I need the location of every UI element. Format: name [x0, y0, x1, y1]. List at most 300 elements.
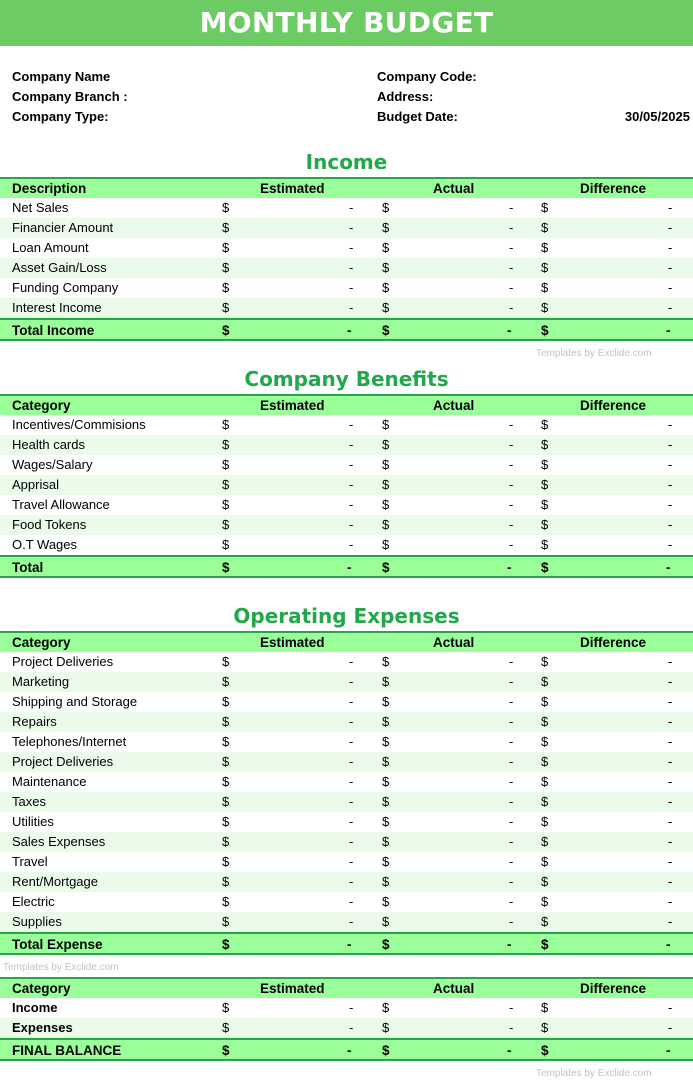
amount-value: - — [349, 517, 354, 532]
amount-value: - — [509, 220, 514, 235]
currency-symbol: $ — [541, 537, 549, 552]
amount-value: - — [509, 874, 514, 889]
amount-value: - — [509, 794, 514, 809]
currency-symbol: $ — [541, 714, 549, 729]
row-label: Apprisal — [12, 477, 59, 492]
column-header: Actual — [433, 181, 475, 196]
amount-value: - — [668, 654, 673, 669]
currency-symbol: $ — [541, 814, 549, 829]
amount-value: - — [668, 734, 673, 749]
column-header: Category — [12, 398, 71, 413]
amount-value: - — [509, 200, 514, 215]
table-row — [0, 832, 693, 852]
amount-value: - — [509, 714, 514, 729]
amount-value: - — [668, 417, 673, 432]
amount-value: - — [349, 477, 354, 492]
summary-table — [0, 977, 693, 1061]
table-row — [0, 912, 693, 932]
row-label: Travel Allowance — [12, 497, 110, 512]
currency-symbol: $ — [222, 674, 230, 689]
row-label: Utilities — [12, 814, 54, 829]
table-row — [0, 772, 693, 792]
amount-value: - — [349, 497, 354, 512]
table-row — [0, 692, 693, 712]
currency-symbol: $ — [541, 437, 549, 452]
currency-symbol: $ — [541, 560, 549, 575]
total-value: - — [507, 560, 512, 575]
currency-symbol: $ — [222, 694, 230, 709]
amount-value: - — [668, 200, 673, 215]
amount-value: - — [349, 300, 354, 315]
currency-symbol: $ — [541, 654, 549, 669]
table-row — [0, 198, 693, 218]
currency-symbol: $ — [541, 1043, 549, 1058]
amount-value: - — [668, 694, 673, 709]
currency-symbol: $ — [541, 517, 549, 532]
currency-symbol: $ — [382, 894, 390, 909]
amount-value: - — [349, 694, 354, 709]
amount-value: - — [349, 714, 354, 729]
table-row — [0, 652, 693, 672]
currency-symbol: $ — [541, 417, 549, 432]
amount-value: - — [349, 260, 354, 275]
row-label: Shipping and Storage — [12, 694, 138, 709]
total-value: - — [507, 937, 512, 952]
row-label: Net Sales — [12, 200, 69, 215]
currency-symbol: $ — [382, 280, 390, 295]
row-label: Project Deliveries — [12, 754, 114, 769]
amount-value: - — [509, 694, 514, 709]
currency-symbol: $ — [222, 323, 230, 338]
total-value: - — [347, 937, 352, 952]
table-row — [0, 495, 693, 515]
currency-symbol: $ — [541, 734, 549, 749]
currency-symbol: $ — [541, 477, 549, 492]
currency-symbol: $ — [222, 517, 230, 532]
currency-symbol: $ — [541, 260, 549, 275]
currency-symbol: $ — [222, 457, 230, 472]
amount-value: - — [349, 457, 354, 472]
currency-symbol: $ — [222, 894, 230, 909]
amount-value: - — [349, 774, 354, 789]
currency-symbol: $ — [382, 323, 390, 338]
table-body — [0, 415, 693, 555]
amount-value: - — [668, 537, 673, 552]
amount-value: - — [349, 814, 354, 829]
column-header: Category — [12, 981, 71, 996]
table-row — [0, 712, 693, 732]
currency-symbol: $ — [222, 537, 230, 552]
currency-symbol: $ — [541, 937, 549, 952]
table-row — [0, 238, 693, 258]
watermark: Templates by Exclide.com — [536, 1068, 652, 1079]
amount-value: - — [509, 1000, 514, 1015]
currency-symbol: $ — [382, 774, 390, 789]
currency-symbol: $ — [222, 714, 230, 729]
row-label: Travel — [12, 854, 48, 869]
table-row — [0, 415, 693, 435]
watermark: Templates by Exclide.com — [536, 348, 652, 359]
table-row — [0, 435, 693, 455]
amount-value: - — [509, 654, 514, 669]
currency-symbol: $ — [382, 874, 390, 889]
currency-symbol: $ — [541, 300, 549, 315]
table-body — [0, 198, 693, 318]
watermark: Templates by Exclide.com — [3, 962, 119, 973]
total-value: - — [666, 560, 671, 575]
row-label: O.T Wages — [12, 537, 78, 552]
table-row — [0, 872, 693, 892]
row-label: Sales Expenses — [12, 834, 106, 849]
row-label: Asset Gain/Loss — [12, 260, 107, 275]
amount-value: - — [668, 477, 673, 492]
currency-symbol: $ — [382, 914, 390, 929]
currency-symbol: $ — [541, 794, 549, 809]
row-label: Loan Amount — [12, 240, 89, 255]
currency-symbol: $ — [382, 654, 390, 669]
amount-value: - — [509, 417, 514, 432]
column-header: Actual — [433, 635, 475, 650]
amount-value: - — [509, 477, 514, 492]
row-label: Taxes — [12, 794, 46, 809]
amount-value: - — [668, 854, 673, 869]
amount-value: - — [349, 794, 354, 809]
currency-symbol: $ — [222, 834, 230, 849]
company-type-label: Company Type: — [12, 109, 109, 124]
budget-date-value: 30/05/2025 — [624, 109, 690, 124]
table-row — [0, 732, 693, 752]
currency-symbol: $ — [541, 674, 549, 689]
currency-symbol: $ — [382, 674, 390, 689]
amount-value: - — [668, 714, 673, 729]
currency-symbol: $ — [222, 477, 230, 492]
amount-value: - — [349, 874, 354, 889]
total-value: - — [347, 1043, 352, 1058]
currency-symbol: $ — [222, 260, 230, 275]
currency-symbol: $ — [222, 1000, 230, 1015]
row-label: Interest Income — [12, 300, 102, 315]
row-label: Marketing — [12, 674, 70, 689]
total-row — [0, 932, 693, 955]
table-header — [0, 177, 693, 198]
amount-value: - — [668, 1020, 673, 1035]
table-row — [0, 455, 693, 475]
column-header: Difference — [580, 981, 647, 996]
currency-symbol: $ — [382, 220, 390, 235]
currency-symbol: $ — [382, 1000, 390, 1015]
amount-value: - — [349, 734, 354, 749]
currency-symbol: $ — [382, 834, 390, 849]
table-header — [0, 977, 693, 998]
row-label: Food Tokens — [12, 517, 87, 532]
amount-value: - — [349, 834, 354, 849]
currency-symbol: $ — [382, 854, 390, 869]
total-row — [0, 1038, 693, 1061]
currency-symbol: $ — [382, 517, 390, 532]
amount-value: - — [509, 774, 514, 789]
amount-value: - — [668, 754, 673, 769]
currency-symbol: $ — [222, 774, 230, 789]
amount-value: - — [349, 674, 354, 689]
currency-symbol: $ — [382, 754, 390, 769]
amount-value: - — [509, 240, 514, 255]
total-value: - — [666, 937, 671, 952]
row-label: Telephones/Internet — [12, 734, 127, 749]
total-row — [0, 318, 693, 341]
amount-value: - — [668, 220, 673, 235]
total-label: Total — [12, 560, 44, 575]
currency-symbol: $ — [222, 200, 230, 215]
amount-value: - — [509, 814, 514, 829]
currency-symbol: $ — [222, 914, 230, 929]
currency-symbol: $ — [541, 1020, 549, 1035]
row-label: Rent/Mortgage — [12, 874, 98, 889]
row-label: Repairs — [12, 714, 57, 729]
currency-symbol: $ — [222, 417, 230, 432]
page-title: MONTHLY BUDGET — [0, 0, 693, 46]
currency-symbol: $ — [382, 1043, 390, 1058]
currency-symbol: $ — [222, 1020, 230, 1035]
company-code-label: Company Code: — [377, 69, 477, 84]
table-row — [0, 852, 693, 872]
total-label: FINAL BALANCE — [12, 1043, 122, 1058]
currency-symbol: $ — [222, 937, 230, 952]
amount-value: - — [668, 814, 673, 829]
currency-symbol: $ — [382, 560, 390, 575]
table-row — [0, 752, 693, 772]
amount-value: - — [349, 200, 354, 215]
amount-value: - — [349, 854, 354, 869]
column-header: Estimated — [260, 635, 325, 650]
amount-value: - — [668, 300, 673, 315]
currency-symbol: $ — [541, 774, 549, 789]
row-label: Financier Amount — [12, 220, 114, 235]
amount-value: - — [349, 1020, 354, 1035]
amount-value: - — [349, 220, 354, 235]
benefits-title: Company Benefits — [244, 367, 449, 391]
currency-symbol: $ — [541, 200, 549, 215]
row-label: Wages/Salary — [12, 457, 93, 472]
amount-value: - — [668, 674, 673, 689]
column-header: Estimated — [260, 181, 325, 196]
currency-symbol: $ — [222, 220, 230, 235]
currency-symbol: $ — [222, 754, 230, 769]
table-row — [0, 258, 693, 278]
amount-value: - — [509, 537, 514, 552]
currency-symbol: $ — [222, 734, 230, 749]
amount-value: - — [668, 874, 673, 889]
amount-value: - — [668, 914, 673, 929]
amount-value: - — [509, 437, 514, 452]
amount-value: - — [668, 240, 673, 255]
currency-symbol: $ — [382, 497, 390, 512]
expenses-table — [0, 631, 693, 955]
total-row — [0, 555, 693, 578]
column-header: Actual — [433, 398, 475, 413]
row-label: Incentives/Commisions — [12, 417, 146, 432]
amount-value: - — [668, 517, 673, 532]
amount-value: - — [509, 674, 514, 689]
row-label: Income — [12, 1000, 58, 1015]
currency-symbol: $ — [222, 814, 230, 829]
amount-value: - — [509, 854, 514, 869]
amount-value: - — [349, 654, 354, 669]
currency-symbol: $ — [382, 417, 390, 432]
currency-symbol: $ — [222, 280, 230, 295]
total-label: Total Income — [12, 323, 95, 338]
table-row — [0, 475, 693, 495]
expenses-title: Operating Expenses — [233, 604, 460, 628]
currency-symbol: $ — [541, 694, 549, 709]
table-row — [0, 278, 693, 298]
row-label: Electric — [12, 894, 55, 909]
amount-value: - — [509, 280, 514, 295]
row-label: Maintenance — [12, 774, 87, 789]
currency-symbol: $ — [222, 497, 230, 512]
company-info — [0, 67, 693, 127]
total-value: - — [507, 323, 512, 338]
currency-symbol: $ — [382, 477, 390, 492]
amount-value: - — [349, 417, 354, 432]
currency-symbol: $ — [222, 240, 230, 255]
amount-value: - — [668, 260, 673, 275]
currency-symbol: $ — [382, 814, 390, 829]
company-name-label: Company Name — [12, 69, 111, 84]
amount-value: - — [349, 280, 354, 295]
amount-value: - — [349, 914, 354, 929]
table-header — [0, 631, 693, 652]
currency-symbol: $ — [541, 240, 549, 255]
amount-value: - — [509, 834, 514, 849]
column-header: Actual — [433, 981, 475, 996]
total-value: - — [507, 1043, 512, 1058]
currency-symbol: $ — [222, 437, 230, 452]
amount-value: - — [668, 834, 673, 849]
address-label: Address: — [377, 89, 434, 104]
column-header: Difference — [580, 181, 647, 196]
currency-symbol: $ — [541, 323, 549, 338]
row-label: Expenses — [12, 1020, 73, 1035]
amount-value: - — [349, 1000, 354, 1015]
total-value: - — [347, 560, 352, 575]
amount-value: - — [509, 914, 514, 929]
currency-symbol: $ — [382, 240, 390, 255]
total-value: - — [666, 1043, 671, 1058]
currency-symbol: $ — [222, 560, 230, 575]
amount-value: - — [349, 240, 354, 255]
currency-symbol: $ — [222, 654, 230, 669]
currency-symbol: $ — [222, 854, 230, 869]
total-label: Total Expense — [12, 937, 103, 952]
total-value: - — [347, 323, 352, 338]
amount-value: - — [668, 280, 673, 295]
currency-symbol: $ — [382, 457, 390, 472]
currency-symbol: $ — [541, 854, 549, 869]
currency-symbol: $ — [541, 754, 549, 769]
table-row — [0, 218, 693, 238]
table-row — [0, 792, 693, 812]
currency-symbol: $ — [541, 280, 549, 295]
currency-symbol: $ — [222, 300, 230, 315]
currency-symbol: $ — [382, 734, 390, 749]
amount-value: - — [509, 497, 514, 512]
currency-symbol: $ — [541, 874, 549, 889]
column-header: Category — [12, 635, 71, 650]
amount-value: - — [349, 437, 354, 452]
amount-value: - — [349, 537, 354, 552]
total-value: - — [666, 323, 671, 338]
table-row — [0, 535, 693, 555]
table-row — [0, 998, 693, 1018]
currency-symbol: $ — [541, 914, 549, 929]
currency-symbol: $ — [382, 437, 390, 452]
row-label: Health cards — [12, 437, 85, 452]
table-row — [0, 1018, 693, 1038]
currency-symbol: $ — [382, 794, 390, 809]
amount-value: - — [509, 260, 514, 275]
benefits-table — [0, 394, 693, 578]
amount-value: - — [349, 894, 354, 909]
currency-symbol: $ — [382, 300, 390, 315]
currency-symbol: $ — [382, 694, 390, 709]
amount-value: - — [509, 894, 514, 909]
row-label: Funding Company — [12, 280, 119, 295]
amount-value: - — [509, 734, 514, 749]
table-body — [0, 652, 693, 932]
amount-value: - — [668, 437, 673, 452]
currency-symbol: $ — [382, 537, 390, 552]
amount-value: - — [509, 300, 514, 315]
amount-value: - — [509, 754, 514, 769]
currency-symbol: $ — [222, 1043, 230, 1058]
table-row — [0, 515, 693, 535]
currency-symbol: $ — [541, 834, 549, 849]
amount-value: - — [349, 754, 354, 769]
column-header: Estimated — [260, 398, 325, 413]
table-row — [0, 298, 693, 318]
currency-symbol: $ — [541, 1000, 549, 1015]
amount-value: - — [668, 497, 673, 512]
currency-symbol: $ — [222, 794, 230, 809]
income-title: Income — [305, 150, 388, 174]
currency-symbol: $ — [382, 937, 390, 952]
currency-symbol: $ — [541, 894, 549, 909]
column-header: Description — [12, 181, 87, 196]
currency-symbol: $ — [382, 714, 390, 729]
currency-symbol: $ — [382, 200, 390, 215]
table-body — [0, 998, 693, 1038]
column-header: Difference — [580, 398, 647, 413]
row-label: Project Deliveries — [12, 654, 114, 669]
table-row — [0, 892, 693, 912]
budget-date-label: Budget Date: — [377, 109, 458, 124]
table-row — [0, 812, 693, 832]
amount-value: - — [668, 1000, 673, 1015]
currency-symbol: $ — [382, 260, 390, 275]
currency-symbol: $ — [222, 874, 230, 889]
amount-value: - — [668, 794, 673, 809]
amount-value: - — [668, 894, 673, 909]
table-header — [0, 394, 693, 415]
amount-value: - — [509, 517, 514, 532]
company-branch-label: Company Branch : — [12, 89, 128, 104]
amount-value: - — [509, 457, 514, 472]
currency-symbol: $ — [541, 497, 549, 512]
currency-symbol: $ — [382, 1020, 390, 1035]
currency-symbol: $ — [541, 220, 549, 235]
currency-symbol: $ — [541, 457, 549, 472]
row-label: Supplies — [12, 914, 62, 929]
